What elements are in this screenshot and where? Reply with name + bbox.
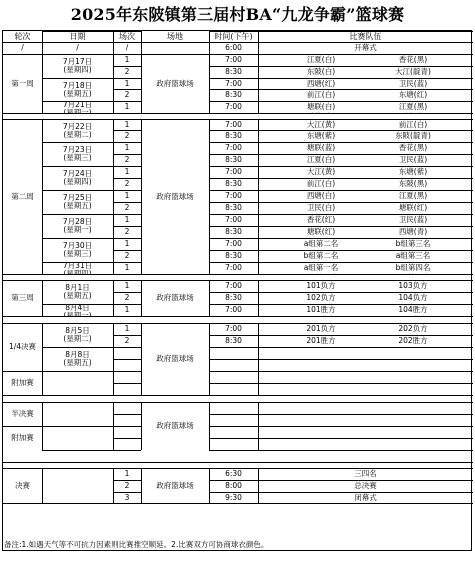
phase-label: 第二周 <box>11 191 34 201</box>
match-time: 8:00 <box>225 481 242 490</box>
match-number: 1 <box>124 78 130 88</box>
opening-date: / <box>76 43 79 52</box>
match-number: 2 <box>124 251 130 260</box>
phase-label: 决赛 <box>15 480 30 490</box>
venue-name: 政府篮球场 <box>156 354 194 363</box>
match-number: 1 <box>124 239 130 248</box>
col-line <box>141 31 142 42</box>
section-gap <box>3 395 471 402</box>
match-date: 8月4日 <box>65 303 90 312</box>
match-weekday: (星期一) <box>63 225 92 234</box>
home-team: 东陂(白) <box>306 67 336 76</box>
match-number: 2 <box>124 293 130 302</box>
match-time <box>209 347 258 359</box>
match-number <box>113 426 141 438</box>
match-number: 2 <box>124 203 130 212</box>
row-line <box>3 316 473 317</box>
row-line <box>42 450 113 451</box>
col-line <box>141 42 142 54</box>
home-team: 前江(白) <box>306 90 336 99</box>
home-team <box>281 359 361 371</box>
col-line <box>209 42 210 54</box>
away-team: 香花(黑) <box>398 55 428 64</box>
home-team <box>281 414 361 426</box>
date-cell <box>42 402 113 426</box>
match-number <box>113 414 141 426</box>
match-date: 7月17日 <box>62 57 93 66</box>
header-match-no: 场次 <box>119 31 135 41</box>
row-line <box>3 274 473 275</box>
match-time <box>209 414 258 426</box>
away-team: 卫民(蓝) <box>398 215 428 224</box>
home-team: 大江(黄) <box>306 167 336 176</box>
away-team: 香花(黑) <box>398 143 428 152</box>
match-date: 7月30日 <box>62 241 93 250</box>
match-number: 2 <box>124 67 130 76</box>
home-team: b组第二名 <box>303 251 339 260</box>
match-time <box>209 359 258 371</box>
row-line <box>209 31 473 32</box>
match-time: 7:00 <box>225 215 242 224</box>
match-time <box>209 402 258 414</box>
date-cell <box>42 166 113 190</box>
col-line <box>141 54 142 113</box>
match-time: 7:00 <box>225 55 242 64</box>
match-number: 1 <box>124 102 130 111</box>
header-teams: 比赛队伍 <box>349 31 382 41</box>
match-number: 1 <box>124 143 130 152</box>
match-time: 8:30 <box>225 155 242 164</box>
col-line <box>113 31 114 42</box>
home-team: a组第一名 <box>303 263 339 272</box>
page-title: 2025年东陂镇第三届村BA“九龙争霸”篮球赛 <box>70 5 405 24</box>
match-time: 7:00 <box>225 239 242 248</box>
match-number: 1 <box>124 281 130 290</box>
phase-label: 1/4决赛 <box>8 342 37 351</box>
match-time: 8:30 <box>225 293 242 302</box>
home-team: 101胜方 <box>306 305 336 314</box>
match-time: 8:30 <box>225 336 242 345</box>
match-time <box>209 426 258 438</box>
opening-time: 6:00 <box>225 43 242 52</box>
home-team: 西塘(白) <box>306 191 336 200</box>
match-number: 1 <box>124 324 130 333</box>
match-time: 6:30 <box>225 469 242 478</box>
home-team: 201胜方 <box>306 336 336 345</box>
match-number: 2 <box>124 131 130 140</box>
home-team: 101负方 <box>306 281 336 290</box>
final-event: 总决赛 <box>354 481 377 490</box>
home-team: 香花(红) <box>306 215 336 224</box>
col-line <box>141 402 142 450</box>
home-team <box>281 438 361 450</box>
away-team: 卫民(蓝) <box>398 78 428 88</box>
away-team: 东塘(红) <box>398 90 428 99</box>
match-time: 8:30 <box>225 251 242 260</box>
match-time <box>209 438 258 450</box>
home-team <box>281 402 361 414</box>
match-date: 7月24日 <box>62 169 93 178</box>
home-team: 102负方 <box>306 293 336 302</box>
col-line <box>42 31 43 42</box>
match-time: 8:30 <box>225 227 242 236</box>
match-number <box>113 359 141 371</box>
col-line <box>141 323 142 395</box>
opening-ceremony: 开幕式 <box>354 43 377 52</box>
match-time: 8:30 <box>225 90 242 99</box>
away-team <box>373 347 453 359</box>
match-date: 8月5日 <box>65 326 90 335</box>
date-cell <box>42 426 113 450</box>
away-team <box>373 371 453 383</box>
match-time: 8:30 <box>225 67 242 76</box>
match-weekday: (星期二) <box>63 129 92 139</box>
match-number: 1 <box>124 191 130 200</box>
col-line <box>113 42 114 54</box>
row-line <box>3 503 473 504</box>
schedule-table <box>2 30 472 551</box>
col-line <box>258 31 259 42</box>
match-time: 7:00 <box>225 143 242 152</box>
away-team: a组第三名 <box>395 251 431 260</box>
match-weekday: (星期三) <box>63 153 92 162</box>
match-date: 7月28日 <box>62 217 93 226</box>
row-line <box>3 395 473 396</box>
date-cell <box>42 119 113 142</box>
away-team: 卫民(蓝) <box>398 155 428 164</box>
home-team <box>281 371 361 383</box>
match-number: 2 <box>124 90 130 99</box>
away-team <box>373 414 453 426</box>
away-team: 202胜方 <box>398 336 428 345</box>
match-date: 7月18日 <box>62 80 93 90</box>
col-line <box>258 280 259 316</box>
away-team: 202负方 <box>398 324 428 333</box>
phase-label: 第三周 <box>11 293 34 302</box>
match-number <box>113 438 141 450</box>
home-team: 卫民(白) <box>306 203 336 212</box>
date-cell <box>42 190 113 214</box>
match-time: 8:30 <box>225 203 242 212</box>
away-team: 前江(白) <box>398 119 428 129</box>
home-team: 江夏(白) <box>306 55 336 64</box>
away-team: 大江(靛青) <box>395 67 431 76</box>
match-number: 2 <box>124 481 130 490</box>
match-weekday: (星期四) <box>63 65 92 74</box>
home-team <box>281 426 361 438</box>
match-weekday: (星期五) <box>63 201 92 210</box>
home-team: 江夏(白) <box>306 155 336 164</box>
col-line <box>258 54 259 113</box>
match-number <box>113 402 141 414</box>
venue-name: 政府篮球场 <box>156 78 194 88</box>
match-number: 1 <box>124 215 130 224</box>
away-team: 东塘(紫) <box>398 167 428 176</box>
phase-label: 半决赛 <box>11 409 34 418</box>
away-team <box>373 383 453 395</box>
away-team: b组第四名 <box>395 263 431 272</box>
home-team <box>281 383 361 395</box>
match-number: 3 <box>124 492 130 502</box>
match-date: 8月1日 <box>65 283 90 292</box>
home-team <box>281 347 361 359</box>
match-time: 8:30 <box>225 179 242 188</box>
match-number: 1 <box>124 55 130 64</box>
away-team <box>373 402 453 414</box>
col-line <box>141 468 142 503</box>
match-number: 2 <box>124 179 130 188</box>
match-number: 1 <box>124 263 130 272</box>
date-cell <box>42 54 113 78</box>
date-cell <box>42 280 113 304</box>
row-line <box>3 462 473 463</box>
col-line <box>141 119 142 274</box>
match-time: 9:30 <box>225 492 242 502</box>
away-team: 东陂(黑) <box>398 179 428 188</box>
match-time <box>209 383 258 395</box>
date-cell <box>42 142 113 166</box>
venue-name: 政府篮球场 <box>156 480 194 490</box>
away-team <box>373 438 453 450</box>
match-number: 2 <box>124 336 130 345</box>
match-time: 7:00 <box>225 305 242 314</box>
match-number <box>113 371 141 383</box>
home-team: a组第二名 <box>303 239 339 248</box>
col-line <box>42 468 43 503</box>
away-team <box>373 359 453 371</box>
away-team: b组第三名 <box>395 239 431 248</box>
match-number <box>113 347 141 359</box>
venue-name: 政府篮球场 <box>156 421 194 430</box>
match-time <box>209 371 258 383</box>
row-line <box>3 113 473 114</box>
home-team: 201负方 <box>306 324 336 333</box>
match-time: 7:00 <box>225 191 242 200</box>
match-weekday: (星期五) <box>63 88 92 98</box>
date-cell <box>42 468 113 503</box>
section-gap <box>3 316 471 323</box>
match-time: 7:00 <box>225 324 242 333</box>
phase-label: 第一周 <box>11 78 34 88</box>
col-line <box>258 42 259 54</box>
venue-name: 政府篮球场 <box>156 191 194 201</box>
away-team: 103负方 <box>398 281 428 290</box>
row-line <box>113 450 141 451</box>
match-number <box>113 383 141 395</box>
col-line <box>42 42 43 54</box>
match-time: 7:00 <box>225 102 242 111</box>
venue-name: 政府篮球场 <box>156 293 194 302</box>
away-team: 江夏(黑) <box>398 191 428 200</box>
match-date: 7月25日 <box>62 193 93 202</box>
home-team: 西塘(红) <box>306 78 336 88</box>
away-team <box>373 426 453 438</box>
match-time: 7:00 <box>225 78 242 88</box>
match-weekday: (星期三) <box>63 249 92 258</box>
home-team: 前江(白) <box>306 179 336 188</box>
col-line <box>209 31 210 42</box>
away-team: 塘联(红) <box>398 203 428 212</box>
date-cell <box>42 238 113 262</box>
away-team: 104负方 <box>398 293 428 302</box>
match-number: 1 <box>124 167 130 176</box>
date-cell <box>42 78 113 101</box>
final-event: 闭幕式 <box>354 492 377 502</box>
home-team: 大江(黄) <box>306 119 336 129</box>
row-line <box>113 31 141 32</box>
match-date: 8月8日 <box>65 350 90 359</box>
away-team: 东陂(靛青) <box>395 131 431 140</box>
match-date: 7月23日 <box>62 145 93 154</box>
match-weekday: (星期五) <box>63 291 92 300</box>
home-team: 东塘(紫) <box>306 131 336 140</box>
date-cell <box>42 371 113 395</box>
final-event: 三四名 <box>354 469 377 478</box>
match-number: 2 <box>124 227 130 236</box>
opening-match-no: / <box>125 43 129 52</box>
row-line <box>3 426 42 427</box>
match-time: 7:00 <box>225 263 242 272</box>
header-date: 日期 <box>69 31 86 41</box>
footnote: 备注:1.如遇天气等不可抗力因素则比赛推空顺延。2.比赛双方可协商球衣颜色。 <box>4 540 269 549</box>
header-venue: 场地 <box>167 31 183 41</box>
row-line <box>209 450 473 451</box>
match-number: 1 <box>124 119 130 129</box>
match-number: 1 <box>124 305 130 314</box>
home-team: 塘联(白) <box>306 102 336 111</box>
date-cell <box>42 347 113 371</box>
match-number: 2 <box>124 155 130 164</box>
match-number: 1 <box>124 469 130 478</box>
match-weekday: (星期五) <box>63 358 92 367</box>
header-time: 时间(下午) <box>214 31 253 41</box>
match-time: 7:00 <box>225 281 242 290</box>
match-weekday: (星期四) <box>63 177 92 186</box>
col-line <box>141 280 142 316</box>
away-team: 西塘(青) <box>398 227 428 236</box>
header-round: 轮次 <box>14 31 31 41</box>
match-date: 7月22日 <box>62 121 93 131</box>
match-time: 7:00 <box>225 167 242 176</box>
date-cell <box>42 323 113 347</box>
date-cell <box>42 214 113 238</box>
match-time: 7:00 <box>225 119 242 129</box>
phase-label: 附加赛 <box>11 433 34 442</box>
home-team: 塘联(红) <box>306 227 336 236</box>
opening-round: / <box>21 43 24 52</box>
match-weekday: (星期二) <box>63 334 92 343</box>
phase-label: 附加赛 <box>11 378 34 387</box>
match-date: 7月31日 <box>62 261 93 270</box>
home-team: 塘联(蓝) <box>306 143 336 152</box>
away-team: 104胜方 <box>398 305 428 314</box>
away-team: 江夏(黑) <box>398 102 428 111</box>
row-line <box>3 371 42 372</box>
match-time: 8:30 <box>225 131 242 140</box>
row-line <box>42 31 113 32</box>
match-date: 7月21日 <box>62 100 93 109</box>
